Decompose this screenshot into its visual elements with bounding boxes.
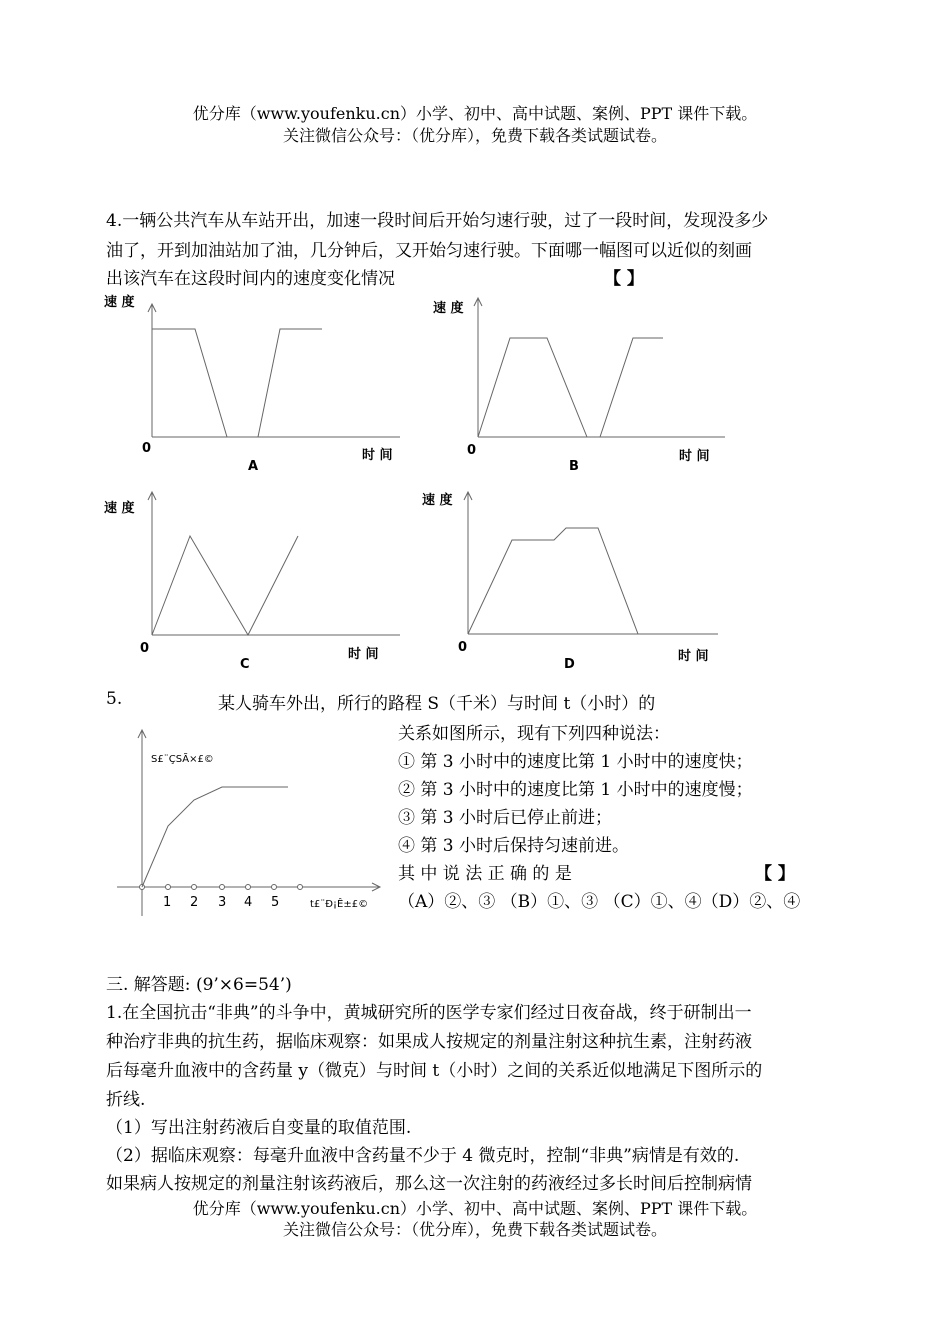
s3-p1-line-2: 种治疗非典的抗生药，据临床观察：如果成人按规定的剂量注射这种抗生素，注射药液 (106, 1032, 752, 1052)
s3-p1-line-4: 折线. (106, 1090, 146, 1110)
q4-answer-bracket: 【 】 (604, 269, 644, 289)
graph-c-curve (152, 536, 298, 635)
q5-answer-bracket: 【 】 (755, 864, 795, 884)
graph-c (100, 488, 400, 673)
graph-c-origin: 0 (140, 641, 150, 656)
header-line-1: 优分库（www.youfenku.cn）小学、初中、高中试题、案例、PPT 课件下载。 (192, 104, 758, 123)
graph-a (100, 292, 400, 477)
graph-d-label: D (564, 657, 575, 672)
q5-xlabel: t£¨Ð¡Ê±£© (310, 899, 369, 910)
graph-c-ylabel: 速 度 (104, 501, 135, 516)
q5-curve (142, 787, 288, 887)
q5-stem: 某人骑车外出，所行的路程 S（千米）与时间 t（小时）的 (218, 694, 656, 714)
q4-line-1: 4.一辆公共汽车从车站开出，加速一段时间后开始匀速行驶，过了一段时间，发现没多少 (106, 211, 769, 231)
graph-d-origin: 0 (458, 640, 468, 655)
q5-options: （A）②、③ （B）①、③ （C）①、④（D）②、④ (398, 892, 801, 912)
s3-p1-line-1: 1.在全国抗击“非典”的斗争中，黄城研究所的医学专家们经过日夜奋战，终于研制出一 (106, 1003, 752, 1023)
s3-subq-2: （2）据临床观察：每毫升血液中含药量不少于 4 微克时，控制“非典”病情是有效的. (106, 1146, 740, 1166)
s3-p1-line-3: 后每毫升血液中的含药量 y（微克）与时间 t（小时）之间的关系近似地满足下图所示的 (106, 1061, 763, 1081)
q5-line-1: 关系如图所示，现有下列四种说法： (398, 724, 670, 744)
graph-d-curve (468, 528, 638, 634)
q5-statement-2: ② 第 3 小时中的速度比第 1 小时中的速度慢； (398, 780, 753, 800)
q5-statement-3: ③ 第 3 小时后已停止前进； (398, 808, 613, 828)
header-line-2: 关注微信公众号：（优分库），免费下载各类试题试卷。 (282, 126, 667, 145)
graph-b-ylabel: 速 度 (433, 301, 464, 316)
s3-subq-2-cont: 如果病人按规定的剂量注射该药液后，那么这一次注射的药液经过多长时间后控制病情 (106, 1174, 752, 1194)
section3-title: 三. 解答题: (9’×6=54’) (106, 975, 292, 995)
q4-line-2: 油了，开到加油站加了油，几分钟后，又开始匀速行驶。下面哪一幅图可以近似的刻画 (106, 241, 752, 261)
q5-statement-4: ④ 第 3 小时后保持匀速前进。 (398, 836, 630, 856)
q5-ylabel: S£¨ÇSÃ×£© (151, 754, 214, 765)
graph-b-origin: 0 (467, 443, 477, 458)
graph-b-curve (478, 338, 663, 437)
graph-a-origin: 0 (142, 441, 152, 456)
graph-c-xlabel: 时 间 (348, 647, 379, 662)
q5-tick-3: 3 (218, 895, 227, 910)
s3-subq-1: （1）写出注射药液后自变量的取值范围. (106, 1118, 412, 1138)
q5-tick-4: 4 (244, 895, 253, 910)
graph-d-xlabel: 时 间 (678, 649, 709, 664)
q5-statement-1: ① 第 3 小时中的速度比第 1 小时中的速度快； (398, 752, 753, 772)
q5-ask: 其 中 说 法 正 确 的 是 (398, 864, 572, 884)
q5-graph (105, 722, 390, 922)
q5-tick-2: 2 (190, 895, 199, 910)
graph-d (418, 488, 718, 673)
graph-b (425, 292, 725, 477)
footer-line-1: 优分库（www.youfenku.cn）小学、初中、高中试题、案例、PPT 课件下载。 (192, 1199, 758, 1218)
graph-b-label: B (569, 459, 579, 474)
q5-tick-1: 1 (163, 895, 172, 910)
q5-number: 5. (106, 689, 123, 709)
graph-a-ylabel: 速 度 (104, 295, 135, 310)
graph-a-label: A (248, 459, 259, 474)
graph-a-xlabel: 时 间 (362, 448, 393, 463)
q4-line-3: 出该汽车在这段时间内的速度变化情况 (106, 269, 395, 289)
graph-c-label: C (240, 657, 250, 672)
graph-d-ylabel: 速 度 (422, 493, 453, 508)
footer-line-2: 关注微信公众号：（优分库），免费下载各类试题试卷。 (282, 1220, 667, 1239)
graph-b-xlabel: 时 间 (679, 449, 710, 464)
graph-a-curve (152, 329, 322, 437)
q5-tick-5: 5 (271, 895, 280, 910)
